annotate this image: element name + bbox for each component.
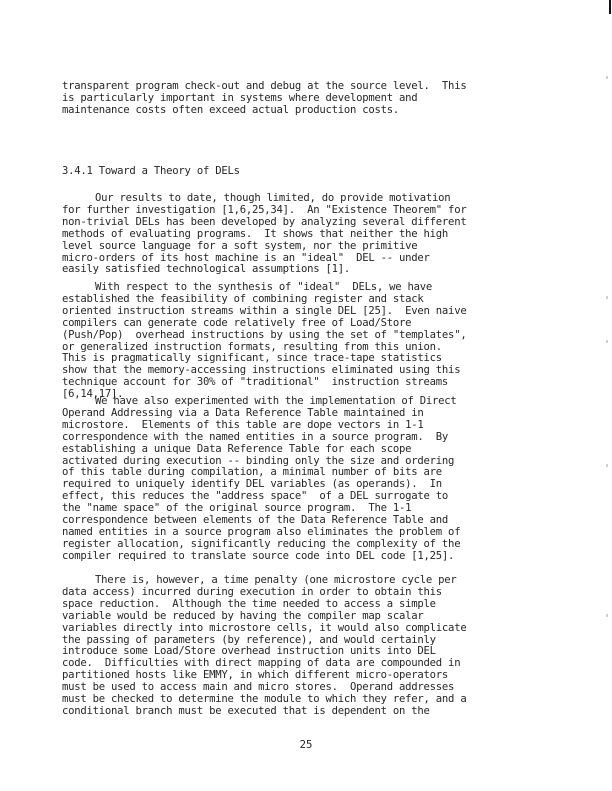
body-paragraph-1: Our results to date, though limited, do provide motivation for further investigation [1,6,25,34]. An "Existence Theorem" for non-trivial DELs has been developed by analyzing several different methods of evaluating programs. It shows that neither the high level source language for a soft system, nor the primitive micro-orders of its host machine is an "ideal" DEL -- under easily satisfied technological assumptions [1]. <box>62 192 467 276</box>
body-paragraph-4: There is, however, a time penalty (one microstore cycle per data access) incurred during execution in order to obtain this space reduction. Although the time needed to access a simple variable would be reduced by having the compiler map scalar variables directly into microstore cells, it would also complicate the passing of parameters (by reference), and would certainly introduce some Load/Store overhead instruction units into DEL code. Difficulties with direct mapping of data are compounded in partitioned hosts like EMMY, in which different micro-operators must be used to access main and micro stores. Operand addresses must be checked to determine the module to which they refer, and a conditional branch must be executed that is dependent on the <box>62 574 467 717</box>
page-number: 25 <box>299 739 313 751</box>
margin-tick <box>606 76 608 79</box>
scan-edge-mark <box>609 0 611 14</box>
body-paragraph-2: With respect to the synthesis of "ideal" DELs, we have established the feasibility of combining register and stack oriented instruction streams within a single DEL [25]. Even naive compilers can generate code relatively free of Load/Store (Push/Pop) overhead instructions by using the set of "templates", or generalized instruction formats, resulting from this union. This is pragmatically significant, since trace-tape statistics show that the memory-accessing instructions eliminated using this technique account for 30% of "traditional" instruction streams [6,14,17]. <box>62 281 467 401</box>
body-paragraph-3: We have also experimented with the implementation of Direct Operand Addressing via a Data Reference Table maintained in microstore. Elements of this table are dope vectors in 1-1 correspondence with the named entities in a source program. By establishing a unique Data Reference Table for each scope activated during execution -- binding only the size and ordering of this table during compilation, a minimal number of bits are required to uniquely identify DEL variables (as operands). In effect, this reduces the "address space" of a DEL surrogate to the "name space" of the original source program. The 1-1 correspondence between elements of the Data Reference Table and named entities in a source program also eliminates the problem of register allocation, significantly reducing the complexity of the compiler required to translate source code into DEL code [1,25]. <box>62 395 461 562</box>
intro-paragraph: transparent program check-out and debug at the source level. This is particularly important in systems where development and maintenance costs often exceed actual production costs. <box>62 80 467 116</box>
section-heading: 3.4.1 Toward a Theory of DELs <box>62 165 240 177</box>
